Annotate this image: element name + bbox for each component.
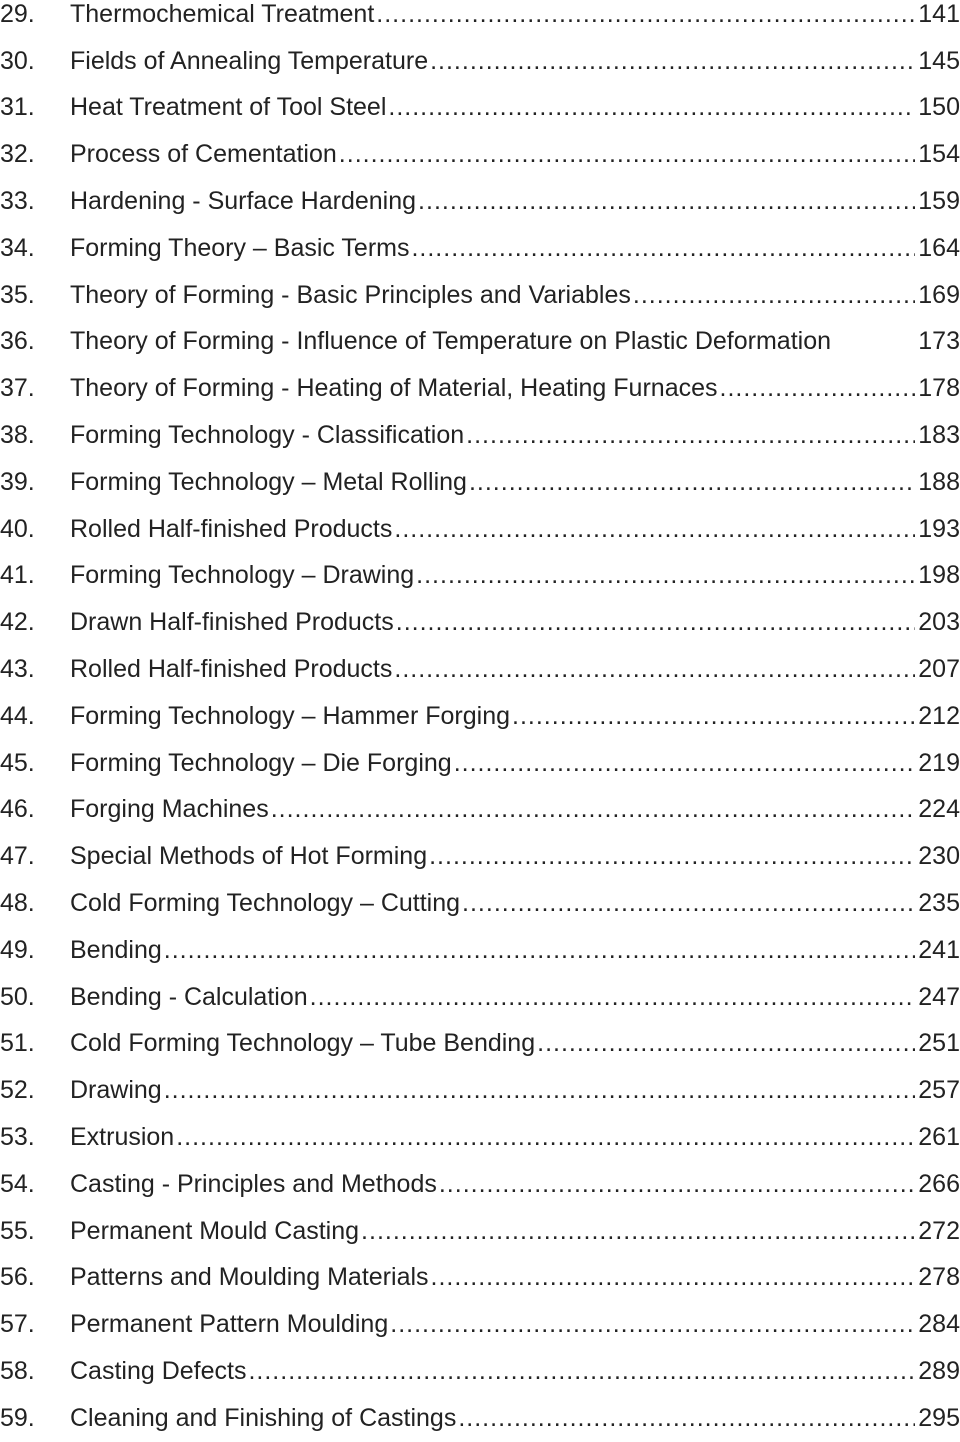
dot-leader — [537, 1031, 915, 1056]
toc-entry-page-number: 272 — [918, 1216, 960, 1245]
toc-entry-title: Theory of Forming - Basic Principles and Variables — [70, 280, 631, 309]
toc-entry[interactable] — [0, 740, 960, 787]
dot-leader — [396, 610, 916, 635]
toc-entry-number: 42. — [0, 608, 35, 637]
toc-entry[interactable] — [0, 1021, 960, 1068]
toc-entry[interactable] — [0, 506, 960, 553]
toc-entry-number: 58. — [0, 1357, 35, 1386]
toc-entry[interactable] — [0, 365, 960, 412]
toc-entry-title: Process of Cementation — [70, 140, 337, 169]
toc-entry-title: Forming Technology – Hammer Forging — [70, 701, 511, 730]
toc-entry[interactable] — [0, 1348, 960, 1395]
toc-entry-page-number: 235 — [918, 889, 960, 918]
dot-leader — [271, 797, 916, 822]
toc-entry-number: 36. — [0, 327, 35, 356]
toc-entry-title: Hardening - Surface Hardening — [70, 187, 417, 216]
toc-entry-number: 35. — [0, 280, 35, 309]
toc-entry-number: 34. — [0, 233, 35, 262]
dot-leader — [394, 657, 915, 682]
toc-entry-title: Bending - Calculation — [70, 982, 308, 1011]
toc-entry-number: 56. — [0, 1263, 35, 1292]
toc-entry-title: Forging Machines — [70, 795, 269, 824]
toc-entry-title: Theory of Forming - Influence of Temperature on Plastic Deformation — [70, 327, 831, 356]
dot-leader — [418, 189, 915, 214]
toc-entry-title: Drawing — [70, 1076, 162, 1105]
toc-entry-page-number: 207 — [918, 655, 960, 684]
toc-entry[interactable] — [0, 178, 960, 225]
toc-entry-page-number: 198 — [918, 561, 960, 590]
toc-entry-page-number: 224 — [918, 795, 960, 824]
toc-entry-number: 32. — [0, 140, 35, 169]
toc-entry-number: 39. — [0, 467, 35, 496]
toc-entry-title: Forming Technology – Die Forging — [70, 748, 452, 777]
toc-entry-page-number: 257 — [918, 1076, 960, 1105]
dot-leader — [411, 236, 915, 261]
toc-entry-page-number: 241 — [918, 935, 960, 964]
toc-entry-page-number: 247 — [918, 982, 960, 1011]
toc-entry-page-number: 230 — [918, 842, 960, 871]
toc-entry-page-number: 188 — [918, 467, 960, 496]
toc-entry-title: Cold Forming Technology – Cutting — [70, 889, 461, 918]
toc-entry-page-number: 289 — [918, 1357, 960, 1386]
toc-entry-number: 54. — [0, 1169, 35, 1198]
dot-leader — [466, 423, 915, 448]
dot-leader — [454, 751, 916, 776]
dot-leader — [390, 1312, 915, 1337]
toc-entry[interactable] — [0, 1301, 960, 1348]
toc-entry[interactable] — [0, 553, 960, 600]
toc-entry[interactable] — [0, 1255, 960, 1302]
toc-entry[interactable] — [0, 319, 960, 366]
toc-entry-page-number: 278 — [918, 1263, 960, 1292]
toc-entry-title: Extrusion — [70, 1123, 175, 1152]
toc-entry-page-number: 295 — [918, 1403, 960, 1432]
toc-entry[interactable] — [0, 974, 960, 1021]
toc-entry-page-number: 193 — [918, 514, 960, 543]
toc-entry-number: 57. — [0, 1310, 35, 1339]
toc-entry-number: 50. — [0, 982, 35, 1011]
toc-entry-page-number: 173 — [918, 327, 960, 356]
toc-entry-title: Bending — [70, 935, 162, 964]
dot-leader — [376, 2, 915, 27]
dot-leader — [164, 1078, 916, 1103]
toc-entry-number: 49. — [0, 935, 35, 964]
dot-leader — [176, 1125, 915, 1150]
dot-leader — [469, 470, 915, 495]
toc-entry-page-number: 261 — [918, 1123, 960, 1152]
dot-leader — [248, 1359, 915, 1384]
toc-entry[interactable] — [0, 1114, 960, 1161]
toc-entry-title: Patterns and Moulding Materials — [70, 1263, 429, 1292]
toc-entry-number: 47. — [0, 842, 35, 871]
toc-entry-page-number: 251 — [918, 1029, 960, 1058]
dot-leader — [394, 517, 915, 542]
toc-entry-title: Rolled Half-finished Products — [70, 655, 393, 684]
dot-leader — [429, 844, 915, 869]
toc-entry-title: Forming Theory – Basic Terms — [70, 233, 410, 262]
toc-entry[interactable] — [0, 927, 960, 974]
toc-entry-number: 53. — [0, 1123, 35, 1152]
toc-entry[interactable] — [0, 1395, 960, 1442]
toc-entry-number: 40. — [0, 514, 35, 543]
toc-entry[interactable] — [0, 85, 960, 132]
toc-entry[interactable] — [0, 880, 960, 927]
toc-entry-number: 31. — [0, 93, 35, 122]
toc-entry[interactable] — [0, 38, 960, 85]
toc-entry[interactable] — [0, 1067, 960, 1114]
toc-entry[interactable] — [0, 412, 960, 459]
toc-entry-title: Cleaning and Finishing of Castings — [70, 1403, 457, 1432]
toc-entry-number: 52. — [0, 1076, 35, 1105]
toc-entry-title: Special Methods of Hot Forming — [70, 842, 428, 871]
toc-entry-title: Cold Forming Technology – Tube Bending — [70, 1029, 536, 1058]
toc-entry-page-number: 266 — [918, 1169, 960, 1198]
dot-leader — [512, 704, 915, 729]
toc-entry[interactable] — [0, 833, 960, 880]
dot-leader — [361, 1219, 915, 1244]
toc-entry-page-number: 159 — [918, 187, 960, 216]
toc-entry-title: Permanent Pattern Moulding — [70, 1310, 389, 1339]
toc-entry-title: Thermochemical Treatment — [70, 0, 375, 28]
dot-leader — [339, 142, 915, 167]
toc-entry-number: 45. — [0, 748, 35, 777]
toc-entry-number: 48. — [0, 889, 35, 918]
toc-entry-number: 30. — [0, 46, 35, 75]
toc-entry[interactable] — [0, 787, 960, 834]
toc-entry-page-number: 203 — [918, 608, 960, 637]
toc-entry-title: Forming Technology - Classification — [70, 421, 465, 450]
toc-entry-page-number: 164 — [918, 233, 960, 262]
dot-leader — [416, 563, 915, 588]
toc-entry-title: Casting Defects — [70, 1357, 247, 1386]
dot-leader — [633, 283, 915, 308]
dot-leader — [439, 1172, 915, 1197]
toc-entry-title: Heat Treatment of Tool Steel — [70, 93, 387, 122]
toc-entry[interactable] — [0, 459, 960, 506]
toc-entry-number: 33. — [0, 187, 35, 216]
toc-entry-title: Permanent Mould Casting — [70, 1216, 360, 1245]
toc-entry[interactable] — [0, 0, 960, 38]
toc-entry-page-number: 284 — [918, 1310, 960, 1339]
dot-leader — [462, 891, 915, 916]
toc-entry[interactable] — [0, 1208, 960, 1255]
toc-entry-number: 29. — [0, 0, 35, 28]
toc-entry-number: 37. — [0, 374, 35, 403]
toc-entry-title: Forming Technology – Metal Rolling — [70, 467, 467, 496]
toc-entry-number: 59. — [0, 1403, 35, 1432]
toc-entry[interactable] — [0, 272, 960, 319]
dot-leader — [310, 985, 916, 1010]
toc-entry-page-number: 183 — [918, 421, 960, 450]
toc-entry-number: 46. — [0, 795, 35, 824]
toc-entry-page-number: 169 — [918, 280, 960, 309]
toc-entry-number: 43. — [0, 655, 35, 684]
toc-entry-page-number: 141 — [918, 0, 960, 28]
toc-entry-page-number: 154 — [918, 140, 960, 169]
toc-entry-page-number: 212 — [918, 701, 960, 730]
toc-entry-page-number: 219 — [918, 748, 960, 777]
toc-entry-title: Forming Technology – Drawing — [70, 561, 415, 590]
dot-leader — [458, 1406, 915, 1431]
toc-entry-number: 51. — [0, 1029, 35, 1058]
toc-entry-number: 44. — [0, 701, 35, 730]
toc-entry[interactable] — [0, 599, 960, 646]
toc-entry[interactable] — [0, 646, 960, 693]
toc-entry-number: 38. — [0, 421, 35, 450]
toc-entry-number: 55. — [0, 1216, 35, 1245]
toc-entry-title: Fields of Annealing Temperature — [70, 46, 429, 75]
toc-entry-title: Theory of Forming - Heating of Material, Heating Furnaces — [70, 374, 718, 403]
toc-entry-title: Casting - Principles and Methods — [70, 1169, 437, 1198]
toc-entry[interactable] — [0, 131, 960, 178]
dot-leader — [720, 376, 916, 401]
dot-leader — [431, 1265, 916, 1290]
toc-entry-title: Rolled Half-finished Products — [70, 514, 393, 543]
dot-leader — [388, 95, 915, 120]
toc-entry[interactable] — [0, 225, 960, 272]
toc-entry-number: 41. — [0, 561, 35, 590]
toc-entry-page-number: 145 — [918, 46, 960, 75]
dot-leader — [164, 938, 916, 963]
toc-entry[interactable] — [0, 1161, 960, 1208]
toc-entry-page-number: 150 — [918, 93, 960, 122]
toc-entry-title: Drawn Half-finished Products — [70, 608, 394, 637]
toc-entry-page-number: 178 — [918, 374, 960, 403]
dot-leader — [430, 49, 915, 74]
toc-entry[interactable] — [0, 693, 960, 740]
